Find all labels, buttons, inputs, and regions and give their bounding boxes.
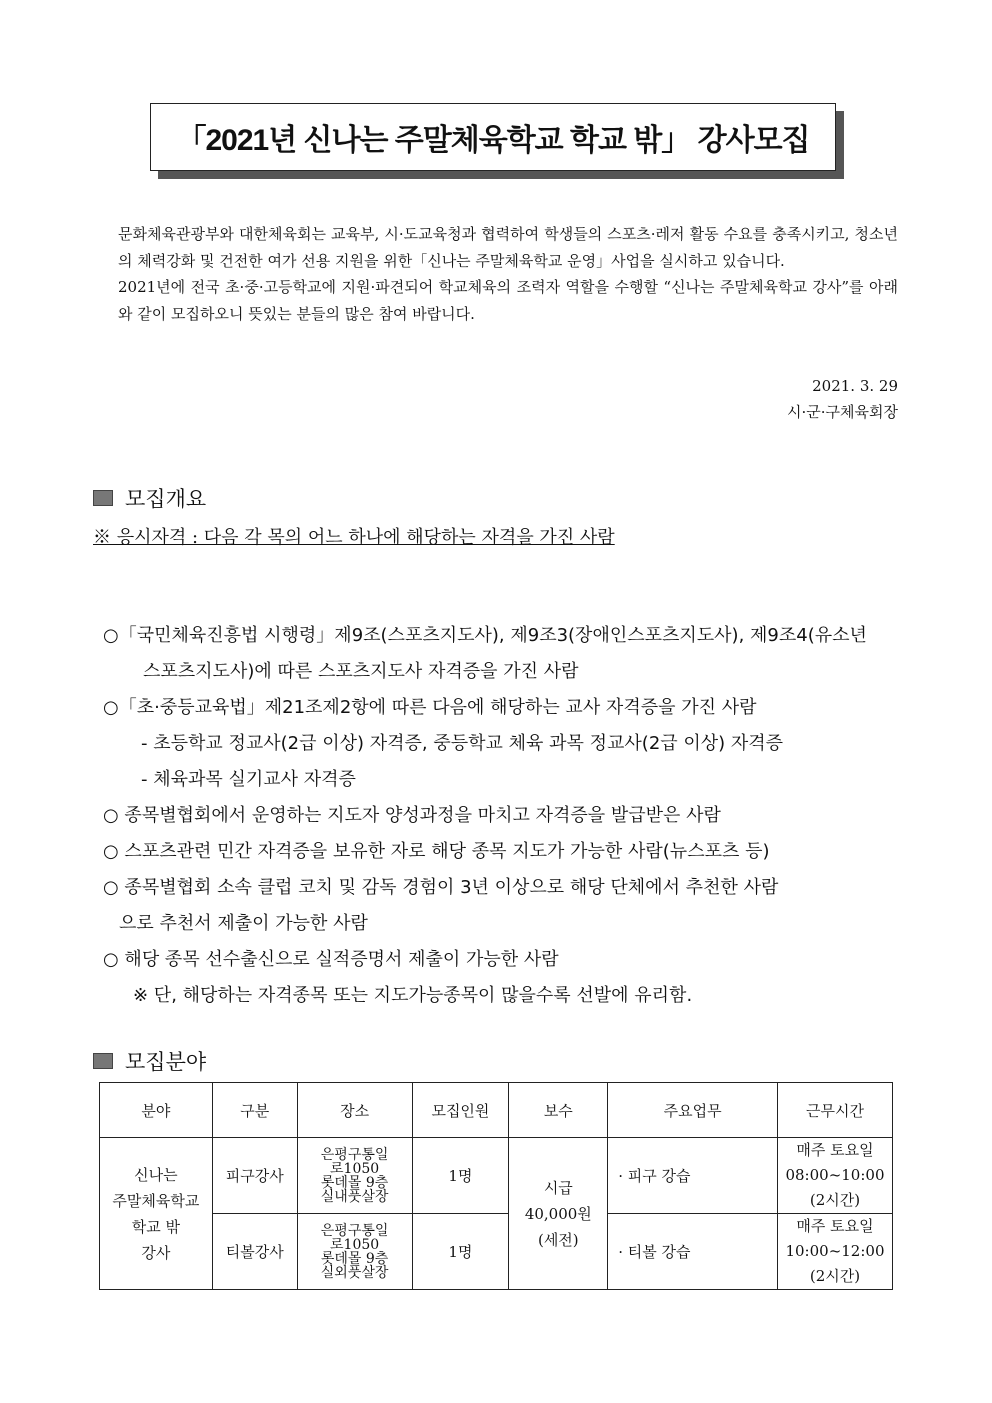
place-cell	[297, 1138, 412, 1214]
list-item: ○ 해당 종목 선수출신으로 실적증명서 제출이 가능한 사람	[103, 949, 559, 970]
square-bullet-icon	[93, 1053, 113, 1069]
table-row	[100, 1214, 893, 1290]
list-item: 스포츠지도사)에 따른 스포츠지도사 자격증을 가진 사람	[143, 661, 579, 682]
title-banner	[150, 103, 836, 171]
pay-line: (세전)	[537, 1230, 579, 1249]
count-cell: 1명	[412, 1138, 509, 1214]
list-item: ○ 스포츠관련 민간 자격증을 보유한 자로 해당 종목 지도가 가능한 사람(뉴스포츠 등)	[103, 841, 770, 862]
place-line: 실외풋살장	[320, 1264, 389, 1281]
place-line: 로1050	[330, 1236, 380, 1253]
list-item: - 초등학교 정교사(2급 이상) 자격증, 중등학교 체육 과목 정교사(2급 이상) 자격증	[141, 733, 784, 754]
duty-cell: · 티볼 강습	[608, 1214, 778, 1290]
count-cell: 1명	[412, 1214, 509, 1290]
page-title: 「2021년 신나는 주말체육학교 학교 밖」 강사모집	[150, 103, 836, 171]
time-line: 매주 토요일	[796, 1217, 874, 1235]
field-cell	[100, 1138, 213, 1290]
square-bullet-icon	[93, 490, 113, 506]
field-line: 신나는	[134, 1165, 178, 1184]
time-cell	[777, 1138, 892, 1214]
section-heading-fields	[93, 1046, 206, 1076]
time-line: (2시간)	[809, 1267, 861, 1285]
time-cell	[777, 1214, 892, 1290]
pay-line: 40,000원	[524, 1204, 592, 1223]
place-line: 롯데몰 9층	[320, 1174, 389, 1191]
section-title: 모집분야	[125, 1050, 207, 1074]
place-line: 롯데몰 9층	[320, 1250, 389, 1267]
type-cell: 피구강사	[212, 1138, 297, 1214]
place-line: 실내풋살장	[320, 1188, 389, 1205]
header-cell: 구분	[212, 1083, 297, 1138]
place-line: 로1050	[330, 1160, 380, 1177]
section-title: 모집개요	[125, 487, 207, 511]
place-line: 은평구통일	[320, 1222, 389, 1239]
place-line: 은평구통일	[320, 1146, 389, 1163]
list-item: ○「국민체육진흥법 시행령」제9조(스포츠지도사), 제9조3(장애인스포츠지도사), 제9조4(유소년	[103, 625, 867, 646]
time-line: 08:00~10:00	[785, 1166, 885, 1184]
header-cell: 장소	[297, 1083, 412, 1138]
place-cell	[297, 1214, 412, 1290]
list-item: ○ 종목별협회에서 운영하는 지도자 양성과정을 마치고 자격증을 발급받은 사람	[103, 805, 721, 826]
intro-text	[118, 221, 898, 327]
field-line: 주말체육학교	[112, 1191, 200, 1210]
qualification-note: ※ 응시자격 : 다음 각 목의 어느 하나에 해당하는 자격을 가진 사람	[93, 527, 615, 548]
pay-cell	[509, 1138, 608, 1290]
header-cell: 주요업무	[608, 1083, 778, 1138]
header-cell: 근무시간	[777, 1083, 892, 1138]
section-heading-overview	[93, 483, 206, 513]
recruitment-table	[99, 1082, 893, 1290]
list-item: ○ 종목별협회 소속 클럽 코치 및 감독 경험이 3년 이상으로 해당 단체에서 추천한 사람	[103, 877, 779, 898]
field-line: 강사	[141, 1243, 171, 1262]
date: 2021. 3. 29	[812, 377, 898, 395]
table-header-row	[100, 1083, 893, 1138]
time-line: (2시간)	[809, 1191, 861, 1209]
list-item: - 체육과목 실기교사 자격증	[141, 769, 356, 790]
header-cell: 분야	[100, 1083, 213, 1138]
field-line: 학교 밖	[131, 1217, 181, 1236]
pay-line: 시급	[543, 1178, 573, 1197]
table-row	[100, 1138, 893, 1214]
duty-cell: · 피구 강습	[608, 1138, 778, 1214]
header-cell: 보수	[509, 1083, 608, 1138]
qualification-list	[103, 618, 903, 1014]
intro-paragraph-2: 2021년에 전국 초·중·고등학교에 지원·파견되어 학교체육의 조력자 역할을 수행할 “신나는 주말체육학교 강사”를 아래와 같이 모집하오니 뜻있는 분들의 많은 참여 바랍니다.	[118, 278, 898, 323]
date-block	[787, 373, 898, 425]
header-cell: 모집인원	[412, 1083, 509, 1138]
type-cell: 티볼강사	[212, 1214, 297, 1290]
intro-paragraph-1: 문화체육관광부와 대한체육회는 교육부, 시·도교육청과 협력하여 학생들의 스포츠·레저 활동 수요를 충족시키고, 청소년의 체력강화 및 건전한 여가 선용 지원을 위한「신나는 주말체육학교 운영」사업을 실시하고 있습니다.	[118, 225, 898, 270]
list-item: ○「초·중등교육법」제21조제2항에 따른 다음에 해당하는 교사 자격증을 가진 사람	[103, 697, 757, 718]
list-item: ※ 단, 해당하는 자격종목 또는 지도가능종목이 많을수록 선발에 유리함.	[133, 985, 693, 1006]
time-line: 10:00~12:00	[785, 1242, 885, 1260]
list-item: 으로 추천서 제출이 가능한 사람	[119, 913, 368, 934]
issuer: 시·군·구체육회장	[787, 403, 898, 421]
time-line: 매주 토요일	[796, 1141, 874, 1159]
